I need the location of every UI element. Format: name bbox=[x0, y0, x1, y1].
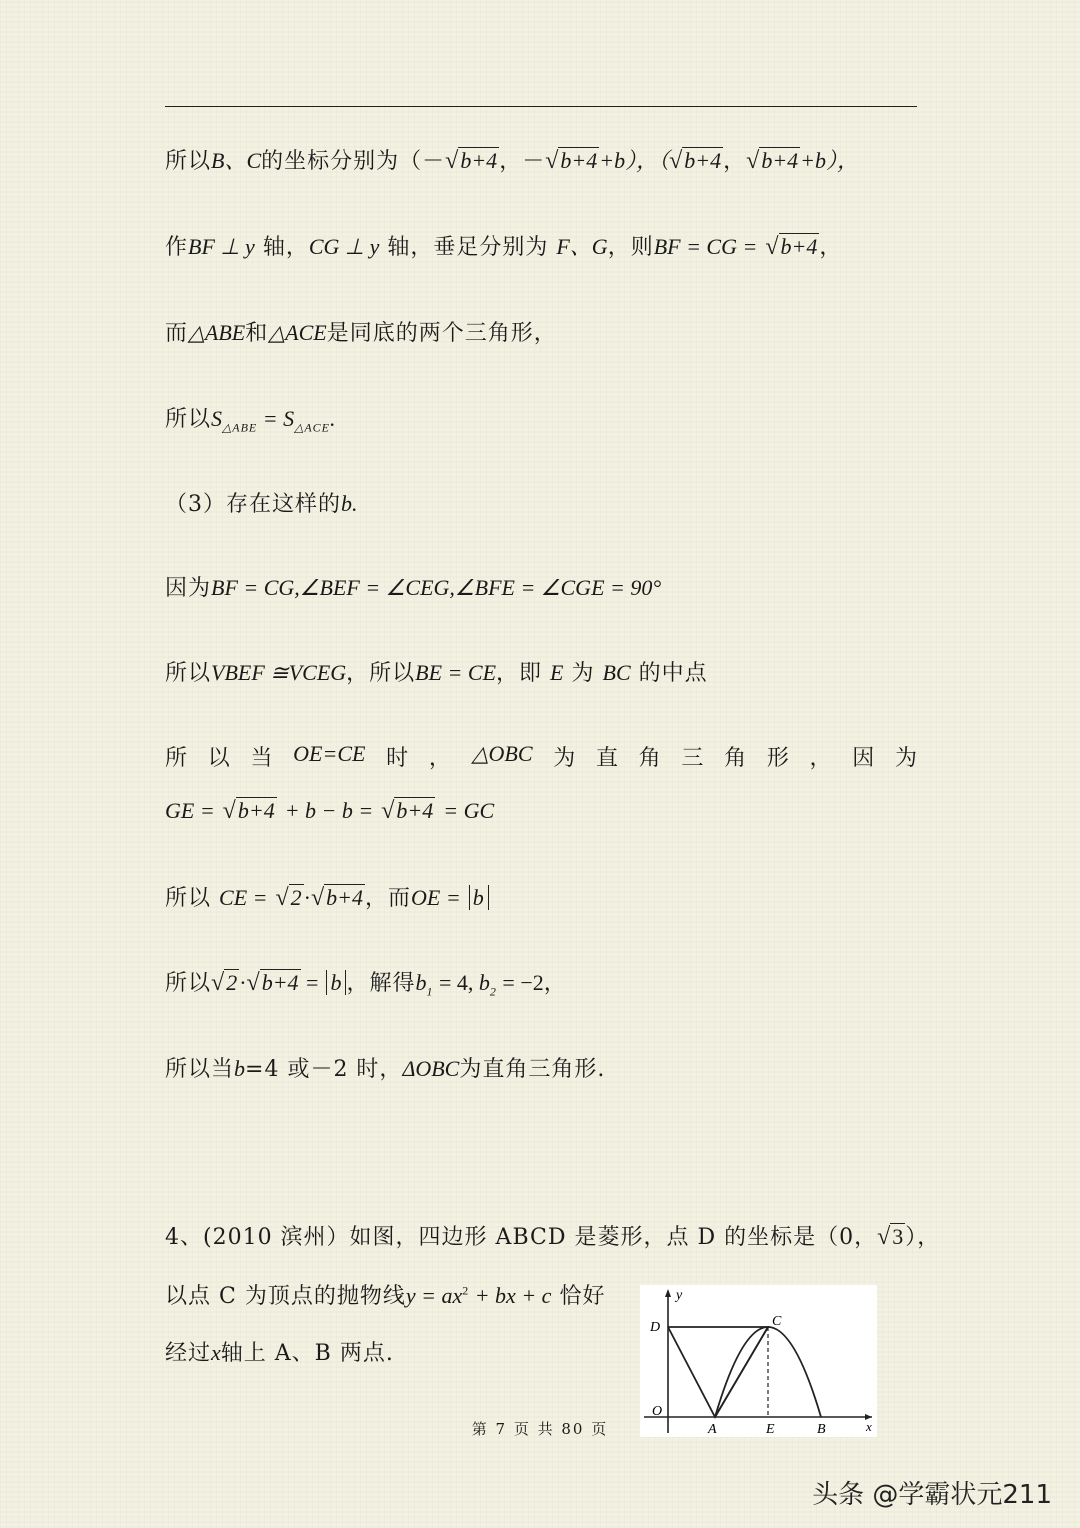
page-footer: 第 7 页 共 80 页 bbox=[471, 1420, 609, 1438]
line-congruent: 所以VBEF ≅VCEG，所以BE = CE，即 E 为 BC 的中点 bbox=[165, 660, 708, 686]
figure-svg bbox=[640, 1285, 877, 1437]
line-part3: （3）存在这样的b. bbox=[165, 491, 358, 517]
label-y: y bbox=[676, 1288, 683, 1303]
line-right-triangle-condition: 所 以 当 OE=CE 时 ， △OBC 为 直 角 三 角 形 ， 因 为 bbox=[165, 741, 917, 771]
line-conclusion: 所以当b=4 或－2 时，ΔOBC为直角三角形. bbox=[165, 1056, 606, 1082]
label-b: B bbox=[817, 1422, 826, 1437]
line-perpendiculars: 作BF ⊥ y 轴，CG ⊥ y 轴，垂足分别为 F、G，则BF = CG = √b+4， bbox=[165, 234, 843, 260]
label-d: D bbox=[650, 1320, 661, 1335]
label-e: E bbox=[766, 1422, 775, 1437]
label-c: C bbox=[772, 1314, 782, 1329]
label-a: A bbox=[708, 1422, 717, 1437]
problem-4-statement: 4、(2010 滨州）如图，四边形 ABCD 是菱形，点 D 的坐标是（0，√3）， bbox=[165, 1224, 941, 1250]
line-ge-equals-gc: GE = √b+4 + b − b = √b+4 = GC bbox=[165, 798, 495, 824]
y-axis-arrow-icon bbox=[665, 1289, 671, 1297]
problem-4-passes-ab: 经过x轴上 A、B 两点. bbox=[165, 1340, 394, 1366]
line-area-equal: 所以$S_{\triangle ABE} = S_{\triangle ACE}$. bbox=[165, 406, 336, 435]
label-o: O bbox=[652, 1404, 663, 1419]
line-solve-b: 所以√2·√b+4 = b ，解得$b_1 = 4$, $b_2 = -2$， bbox=[165, 970, 567, 999]
line-same-base: 而△ABE和△ACE是同底的两个三角形， bbox=[165, 320, 557, 346]
problem-4-parabola: 以点 C 为顶点的抛物线$y = ax^2$ + bx + c 恰好 bbox=[165, 1283, 606, 1309]
line-ce-value: 所以 CE = √2·√b+4，而OE = b bbox=[165, 881, 489, 912]
line-bc-coordinates: 所以B、C的坐标分别为（－√b+4，－√b+4+b），（√b+4，√b+4+b）， bbox=[165, 148, 860, 174]
header-rule bbox=[165, 106, 917, 107]
watermark: 头条 @学霸状元211 bbox=[812, 1480, 1052, 1510]
rhombus bbox=[668, 1327, 768, 1417]
label-x: x bbox=[866, 1419, 872, 1434]
line-because: 因为BF = CG,∠BEF = ∠CEG,∠BFE = ∠CGE = 90° bbox=[165, 575, 662, 601]
rhombus-parabola-figure bbox=[640, 1285, 877, 1437]
